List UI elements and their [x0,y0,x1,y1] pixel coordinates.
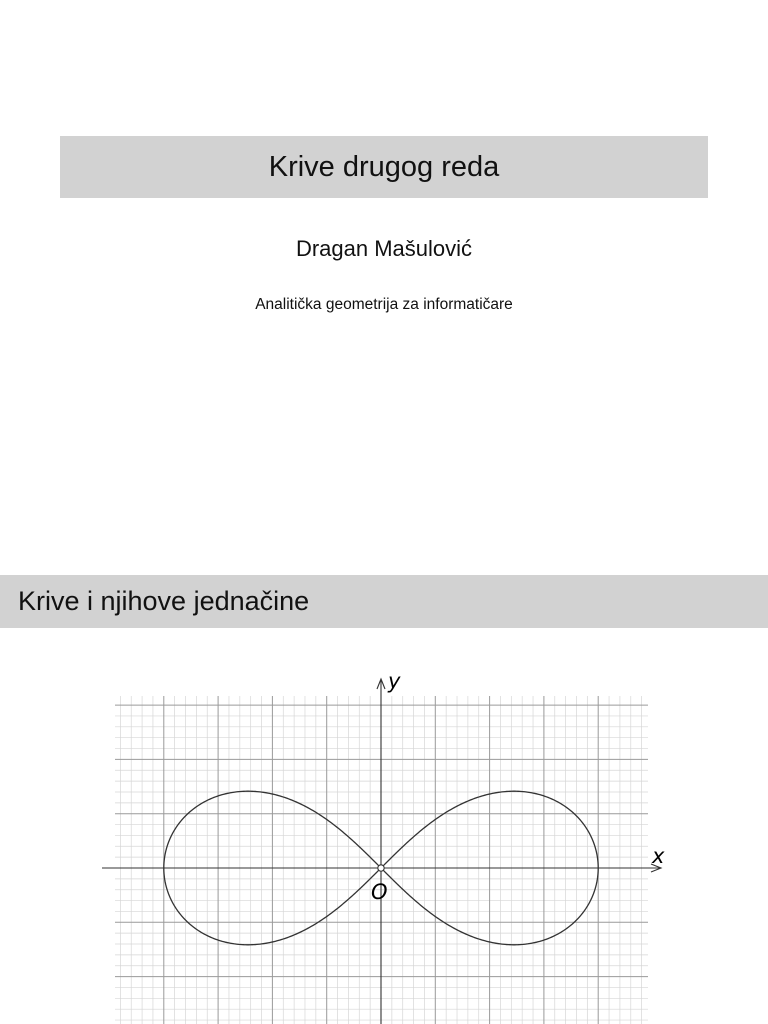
origin-label: O [371,880,388,904]
origin-point [378,865,384,871]
frame-header [0,575,768,628]
lemniscate-plot [0,628,768,1024]
course-name: Analitička geometrija za informatičare [255,296,513,313]
content-slide [0,575,768,1024]
author-name: Dragan Mašulović [295,236,473,261]
frame-title: Krive i njihove jednačine [18,586,310,616]
x-axis-label: x [652,844,665,868]
y-axis-label: y [388,669,401,693]
title-banner [60,136,708,198]
presentation-title: Krive drugog reda [268,150,500,183]
lemniscate-figure [0,628,768,1024]
